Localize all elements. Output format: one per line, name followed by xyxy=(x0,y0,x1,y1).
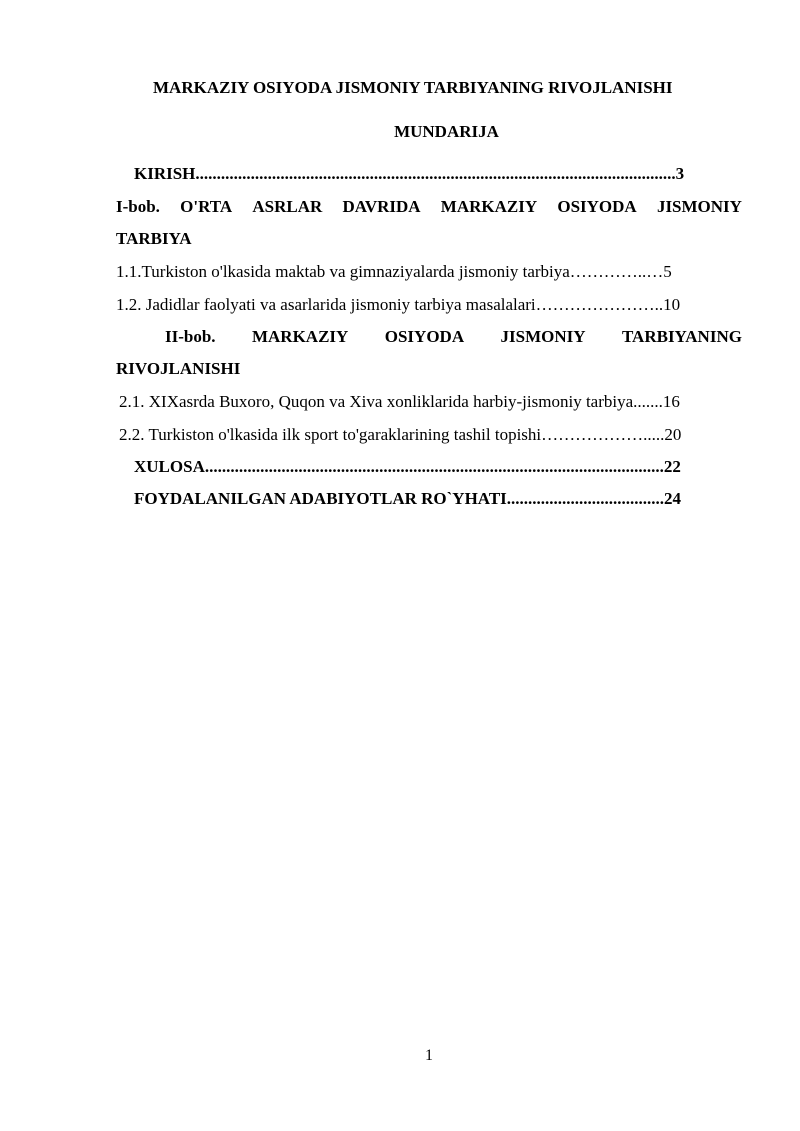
chapter-1-word: ASRLAR xyxy=(252,197,323,216)
toc-entry-xulosa: XULOSA............................................................................................................22 xyxy=(134,457,681,476)
chapter-1-word: JISMONIY xyxy=(656,197,742,216)
toc-chapter-1-heading-cont: TARBIYA xyxy=(116,229,192,248)
toc-entry-section-2-1: 2.1. XIXasrda Buxoro, Quqon va Xiva xonliklarida harbiy-jismoniy tarbiya.......16 xyxy=(119,392,680,411)
toc-entry-section-2-2: 2.2. Turkiston o'lkasida ilk sport to'garaklarining tashil topishi……………….....20 xyxy=(119,425,682,444)
chapter-1-word: DAVRIDA xyxy=(342,197,421,216)
toc-entry-adabiyotlar: FOYDALANILGAN ADABIYOTLAR RO`YHATI.....................................24 xyxy=(134,489,682,508)
chapter-1-word: I-bob. xyxy=(116,197,160,216)
document-title: MARKAZIY OSIYODA JISMONIY TARBIYANING RIVOJLANISHI xyxy=(153,78,673,97)
chapter-2-word: TARBIYANING xyxy=(621,327,742,346)
chapter-2-word: II-bob. xyxy=(165,327,216,346)
toc-heading: MUNDARIJA xyxy=(394,122,499,141)
toc-chapter-1-heading xyxy=(116,197,742,217)
page-number: 1 xyxy=(425,1047,433,1064)
toc-entry-kirish: KIRISH.................................................................................................................3 xyxy=(134,164,685,183)
chapter-2-word: JISMONIY xyxy=(500,327,586,346)
toc-entry-section-1-1: 1.1.Turkiston o'lkasida maktab va gimnaziyalarda jismoniy tarbiya…………..…5 xyxy=(116,262,672,281)
toc-chapter-2-heading xyxy=(165,327,742,347)
toc-entry-section-1-2: 1.2. Jadidlar faolyati va asarlarida jismoniy tarbiya masalalari…………………..10 xyxy=(116,295,681,314)
toc-chapter-2-heading-cont: RIVOJLANISHI xyxy=(116,359,241,378)
chapter-2-word: OSIYODA xyxy=(384,327,465,346)
chapter-1-word: O'RTA xyxy=(180,197,233,216)
chapter-1-word: MARKAZIY xyxy=(440,197,538,216)
chapter-1-word: OSIYODA xyxy=(557,197,637,216)
chapter-2-word: MARKAZIY xyxy=(251,327,349,346)
